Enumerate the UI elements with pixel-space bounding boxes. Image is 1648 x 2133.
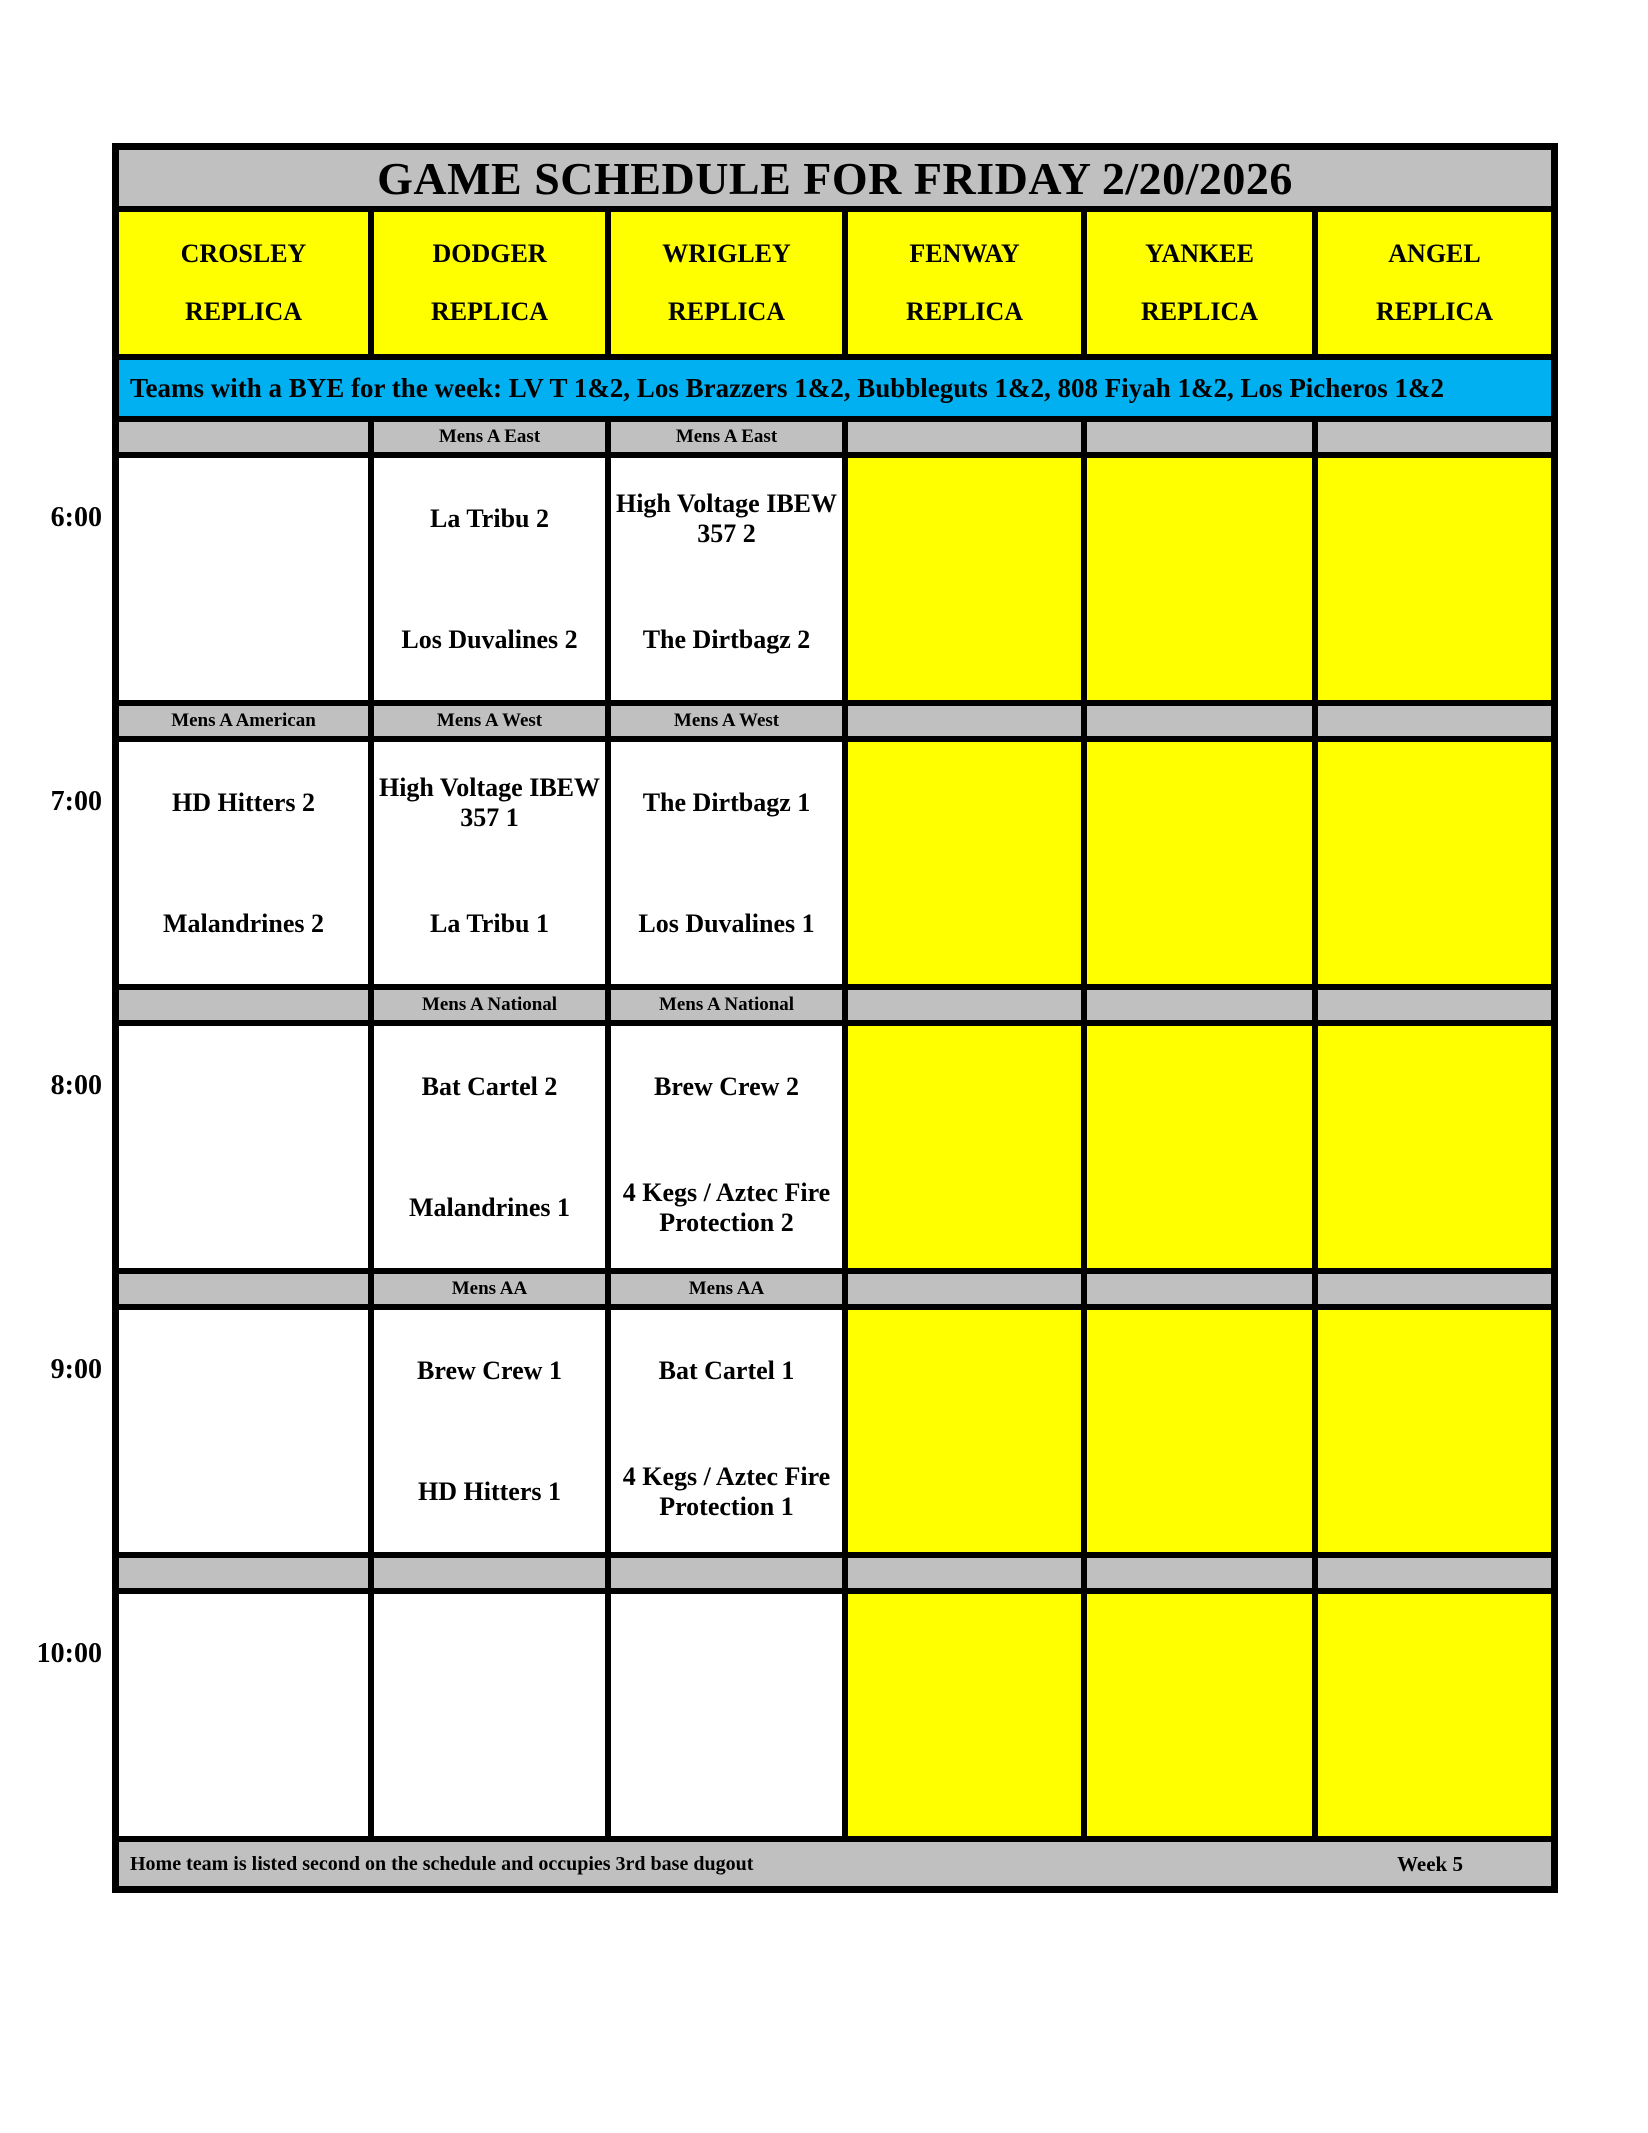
home-team: 4 Kegs / Aztec Fire Protection 2 — [622, 1177, 831, 1237]
home-team — [848, 1715, 1081, 1836]
home-team: Los Duvalines 1 — [638, 908, 815, 938]
away-team — [119, 1594, 368, 1715]
game-cell-dodger-800 — [374, 1026, 605, 1268]
field-name: CROSLEY — [180, 239, 307, 269]
game-cell-yankee-1000 — [1087, 1594, 1312, 1836]
home-team: HD Hitters 1 — [418, 1476, 561, 1506]
game-cell-dodger-1000 — [374, 1594, 605, 1836]
division-cell-angel-1000 — [1318, 1558, 1551, 1588]
away-team: La Tribu 2 — [430, 503, 549, 533]
division-cell-yankee-600 — [1087, 422, 1312, 452]
time-label-1000: 10:00 — [36, 1638, 102, 1669]
away-team: Bat Cartel 1 — [658, 1355, 795, 1385]
home-team — [848, 863, 1081, 984]
division-cell-dodger-900: Mens AA — [374, 1274, 605, 1304]
away-team — [1318, 1026, 1551, 1147]
game-cell-wrigley-800 — [611, 1026, 842, 1268]
field-subtitle: REPLICA — [184, 296, 302, 326]
week-label: Week 5 — [1397, 1851, 1463, 1876]
away-team — [1318, 742, 1551, 863]
game-cell-yankee-600 — [1087, 458, 1312, 700]
division-cell-crosley-600 — [119, 422, 368, 452]
field-subtitle: REPLICA — [667, 296, 785, 326]
game-cell-fenway-900 — [848, 1310, 1081, 1552]
away-team — [848, 1594, 1081, 1715]
away-team: Bat Cartel 2 — [421, 1071, 558, 1101]
home-team — [611, 1715, 842, 1836]
game-cell-fenway-700 — [848, 742, 1081, 984]
home-team: The Dirtbagz 2 — [642, 624, 811, 654]
field-name: FENWAY — [909, 239, 1020, 269]
away-team — [1087, 1310, 1312, 1431]
away-team — [1087, 742, 1312, 863]
division-cell-yankee-800 — [1087, 990, 1312, 1020]
game-cell-fenway-600 — [848, 458, 1081, 700]
home-team: La Tribu 1 — [430, 908, 549, 938]
division-cell-fenway-700 — [848, 706, 1081, 736]
division-cell-yankee-1000 — [1087, 1558, 1312, 1588]
game-cell-angel-600 — [1318, 458, 1551, 700]
home-team — [1318, 579, 1551, 700]
game-cell-wrigley-900 — [611, 1310, 842, 1552]
division-cell-dodger-1000 — [374, 1558, 605, 1588]
away-team: High Voltage IBEW 357 2 — [615, 488, 838, 548]
home-team — [848, 1147, 1081, 1268]
home-team — [1087, 579, 1312, 700]
game-cell-wrigley-600 — [611, 458, 842, 700]
division-cell-fenway-1000 — [848, 1558, 1081, 1588]
away-team — [119, 1026, 368, 1147]
game-cell-wrigley-700 — [611, 742, 842, 984]
time-label-900: 9:00 — [50, 1354, 102, 1385]
division-cell-wrigley-700: Mens A West — [611, 706, 842, 736]
time-label-700: 7:00 — [50, 786, 102, 817]
game-cell-crosley-600 — [119, 458, 368, 700]
away-team — [1318, 1310, 1551, 1431]
field-subtitle: REPLICA — [430, 296, 548, 326]
game-cell-fenway-1000 — [848, 1594, 1081, 1836]
division-cell-crosley-700: Mens A American — [119, 706, 368, 736]
field-header-fenway — [848, 212, 1081, 354]
away-team — [848, 1310, 1081, 1431]
division-cell-angel-900 — [1318, 1274, 1551, 1304]
game-cell-dodger-600 — [374, 458, 605, 700]
division-cell-fenway-900 — [848, 1274, 1081, 1304]
home-team — [1087, 863, 1312, 984]
home-team — [119, 1715, 368, 1836]
away-team — [1318, 458, 1551, 579]
game-cell-angel-1000 — [1318, 1594, 1551, 1836]
away-team: Brew Crew 1 — [417, 1355, 562, 1385]
field-subtitle: REPLICA — [905, 296, 1023, 326]
away-team: HD Hitters 2 — [172, 787, 315, 817]
away-team — [119, 458, 368, 579]
field-subtitle: REPLICA — [1140, 296, 1258, 326]
home-team — [848, 1431, 1081, 1552]
division-cell-dodger-800: Mens A National — [374, 990, 605, 1020]
field-name: YANKEE — [1145, 239, 1254, 269]
division-cell-dodger-600: Mens A East — [374, 422, 605, 452]
division-cell-fenway-800 — [848, 990, 1081, 1020]
field-name: WRIGLEY — [662, 239, 791, 269]
away-team — [848, 458, 1081, 579]
game-cell-crosley-900 — [119, 1310, 368, 1552]
game-cell-crosley-1000 — [119, 1594, 368, 1836]
home-team — [1087, 1431, 1312, 1552]
home-team — [119, 1147, 368, 1268]
game-cell-fenway-800 — [848, 1026, 1081, 1268]
away-team — [848, 742, 1081, 863]
division-cell-dodger-700: Mens A West — [374, 706, 605, 736]
home-team: 4 Kegs / Aztec Fire Protection 1 — [622, 1461, 831, 1521]
game-cell-yankee-700 — [1087, 742, 1312, 984]
division-cell-angel-800 — [1318, 990, 1551, 1020]
game-cell-wrigley-1000 — [611, 1594, 842, 1836]
home-team — [119, 1431, 368, 1552]
home-team — [1087, 1715, 1312, 1836]
home-team — [848, 579, 1081, 700]
home-team: Malandrines 2 — [162, 908, 325, 938]
division-cell-angel-600 — [1318, 422, 1551, 452]
field-header-crosley — [119, 212, 368, 354]
division-cell-wrigley-600: Mens A East — [611, 422, 842, 452]
game-cell-angel-800 — [1318, 1026, 1551, 1268]
field-name: DODGER — [432, 239, 547, 269]
away-team: Brew Crew 2 — [654, 1071, 799, 1101]
home-team — [1318, 1431, 1551, 1552]
division-cell-crosley-1000 — [119, 1558, 368, 1588]
footer-note: Home team is listed second on the schedule and occupies 3rd base dugout — [130, 1852, 754, 1875]
division-cell-yankee-900 — [1087, 1274, 1312, 1304]
home-team — [1318, 1147, 1551, 1268]
field-header-dodger — [374, 212, 605, 354]
field-header-yankee — [1087, 212, 1312, 354]
home-team — [119, 579, 368, 700]
away-team — [1087, 1594, 1312, 1715]
home-team — [374, 1715, 605, 1836]
time-label-800: 8:00 — [50, 1070, 102, 1101]
home-team — [1087, 1147, 1312, 1268]
field-name: ANGEL — [1388, 239, 1481, 269]
division-cell-wrigley-1000 — [611, 1558, 842, 1588]
away-team — [611, 1594, 842, 1715]
game-cell-dodger-700 — [374, 742, 605, 984]
away-team — [848, 1026, 1081, 1147]
home-team — [1318, 1715, 1551, 1836]
division-cell-crosley-900 — [119, 1274, 368, 1304]
away-team: The Dirtbagz 1 — [642, 787, 811, 817]
page-title: GAME SCHEDULE FOR FRIDAY 2/20/2026 — [119, 150, 1551, 206]
time-label-600: 6:00 — [50, 502, 102, 533]
field-subtitle: REPLICA — [1375, 296, 1493, 326]
game-cell-angel-700 — [1318, 742, 1551, 984]
game-cell-crosley-700 — [119, 742, 368, 984]
away-team — [1087, 1026, 1312, 1147]
bye-banner: Teams with a BYE for the week: LV T 1&2, Los Brazzers 1&2, Bubbleguts 1&2, 808 Fiyah 1&2, Los Picheros 1&2 — [119, 360, 1551, 416]
division-cell-crosley-800 — [119, 990, 368, 1020]
home-team: Los Duvalines 2 — [401, 624, 578, 654]
division-cell-yankee-700 — [1087, 706, 1312, 736]
home-team: Malandrines 1 — [408, 1192, 571, 1222]
away-team: High Voltage IBEW 357 1 — [378, 772, 601, 832]
game-cell-crosley-800 — [119, 1026, 368, 1268]
game-cell-dodger-900 — [374, 1310, 605, 1552]
game-cell-yankee-800 — [1087, 1026, 1312, 1268]
game-cell-yankee-900 — [1087, 1310, 1312, 1552]
division-cell-wrigley-900: Mens AA — [611, 1274, 842, 1304]
away-team — [1318, 1594, 1551, 1715]
footer-bar — [119, 1842, 1551, 1886]
game-cell-angel-900 — [1318, 1310, 1551, 1552]
division-cell-angel-700 — [1318, 706, 1551, 736]
away-team — [1087, 458, 1312, 579]
away-team — [374, 1594, 605, 1715]
division-cell-fenway-600 — [848, 422, 1081, 452]
away-team — [119, 1310, 368, 1431]
schedule-table — [112, 143, 1558, 1893]
division-cell-wrigley-800: Mens A National — [611, 990, 842, 1020]
field-header-angel — [1318, 212, 1551, 354]
field-header-wrigley — [611, 212, 842, 354]
home-team — [1318, 863, 1551, 984]
